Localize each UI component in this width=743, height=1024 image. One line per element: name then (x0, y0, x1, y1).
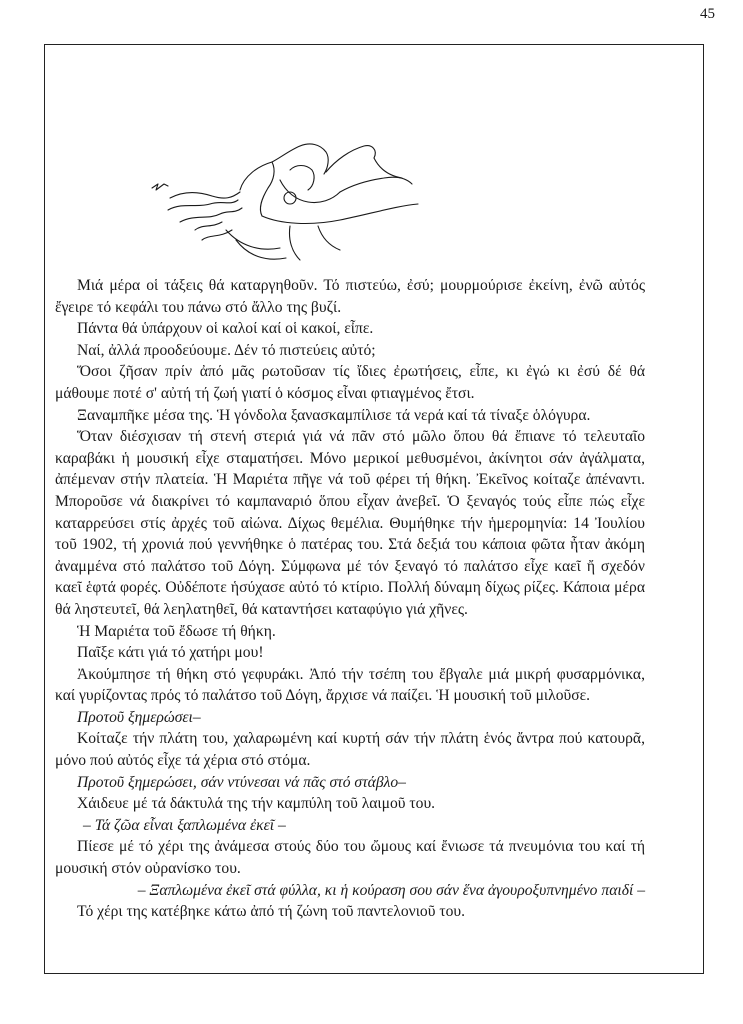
paragraph: Ὅταν διέσχισαν τή στενή στεριά γιά νά πᾶν στό μῶλο ὅπου θά ἔπιανε τό τελευταῖο καραβάκι ἡ μουσική εἶχε σταματήσει. Μόνο μερικοί μεθυσμένοι, ἀκίνητοι σάν ἀγάλματα, ἀπέμεναν στήν πλατεία. Ἡ Μαριέτα πῆγε νά τοῦ φέρει τή θήκη. Ἐκεῖνος κοίταζε ἀπέναντι. Μποροῦσε νά διακρίνει τό καμπαναριό ὅπου εἶχαν ἀνεβεῖ. Ὁ ξεναγός τούς εἶπε πώς εἶχε καταρρεύσει στίς ἀρχές τοῦ αἰώνα. Δίχως θεμέλια. Θυμήθηκε τήν ἡμερομηνία: 14 Ἰουλίου τοῦ 1902, τή χρονιά πού γεννήθηκε ὁ πατέρας του. Στά δεξιά του κάποια φῶτα ἦταν ἀκόμη ἀναμμένα στό παλάτσο τοῦ Δόγη. Σύμφωνα μέ τόν ξεναγό τό παλάτσο εἶχε καεῖ ἤ σχεδόν καεῖ ἑφτά φορές. Οὐδέποτε ἡσύχασε αὐτό τό κτίριο. Πολλή δύναμη δίχως ρίζες. Κάποια μέρα θά ληστευτεῖ, θά λεηλατηθεῖ, θά καταντήσει καταφύγιο γιά χῆνες. (55, 428, 645, 618)
paragraph: Πίεσε μέ τό χέρι της ἀνάμεσα στούς δύο του ὤμους καί ἔνιωσε τά πνευμόνια του καί τή μουσική στόν οὐρανίσκο του. (55, 838, 645, 878)
italic-line: – Ξαπλωμένα ἐκεῖ στά φύλλα, κι ἡ κούραση σου σάν ἕνα ἀγουροξυπνημένο παιδί – (137, 881, 645, 899)
paragraph: Πάντα θά ὑπάρχουν οἱ καλοί καί οἱ κακοί, εἶπε. (77, 320, 374, 338)
paragraph: Ὅσοι ζῆσαν πρίν ἀπό μᾶς ρωτοῦσαν τίς ἴδιες ἐρωτήσεις, εἶπε, κι ἐγώ κι ἐσύ δέ θά μάθουμε ποτέ σ' αὐτή τή ζωή γιατί ὁ κόσμος εἶναι φτιαγμένος ἔτσι. (55, 363, 645, 402)
paragraph: Τό χέρι της κατέβηκε κάτω ἀπό τή ζώνη τοῦ παντελονιοῦ του. (77, 903, 466, 921)
paragraph: Ἡ Μαριέτα τοῦ ἔδωσε τή θήκη. (77, 622, 276, 640)
body-text (55, 275, 645, 923)
paragraph: Ναί, ἀλλά προοδεύουμε. Δέν τό πιστεύεις αὐτό; (77, 341, 376, 359)
paragraph: Κοίταζε τήν πλάτη του, χαλαρωμένη καί κυρτή σάν τήν πλάτη ἑνός ἄντρα πού κατουρᾶ, μόνο πού αὐτός εἶχε τά χέρια στό στόμα. (55, 730, 645, 770)
italic-line: Προτοῦ ξημερώσει– (77, 708, 201, 726)
paragraph: Παῖξε κάτι γιά τό χατήρι μου! (77, 644, 264, 662)
italic-line: Προτοῦ ξημερώσει, σάν ντύνεσαι νά πᾶς στό στάβλο– (77, 773, 406, 791)
line-drawing-embracing-figures-icon (140, 80, 440, 270)
paragraph: Ἀκούμπησε τή θήκη στό γεφυράκι. Ἀπό τήν τσέπη του ἔβγαλε μιά μικρή φυσαρμόνικα, καί γυρίζοντας πρός τό παλάτσο τοῦ Δόγη, ἄρχισε νά παίζει. Ἡ μουσική τοῦ μιλοῦσε. (55, 665, 645, 705)
paragraph: Ξαναμπῆκε μέσα της. Ἡ γόνδολα ξανασκαμπίλισε τά νερά καί τά τίναξε ὁλόγυρα. (77, 406, 591, 424)
paragraph: Μιά μέρα οἱ τάξεις θά καταργηθοῦν. Τό πιστεύω, ἐσύ; μουρμούρισε ἐκείνη, ἐνῶ αὐτός ἔγειρε τό κεφάλι του πάνω στό ἄλλο της βυζί. (55, 277, 645, 316)
page-number: 45 (700, 6, 715, 22)
italic-line: – Τά ζῶα εἶναι ξαπλωμένα ἐκεῖ – (83, 816, 286, 834)
paragraph: Χάιδευε μέ τά δάκτυλά της τήν καμπύλη τοῦ λαιμοῦ του. (77, 795, 436, 813)
